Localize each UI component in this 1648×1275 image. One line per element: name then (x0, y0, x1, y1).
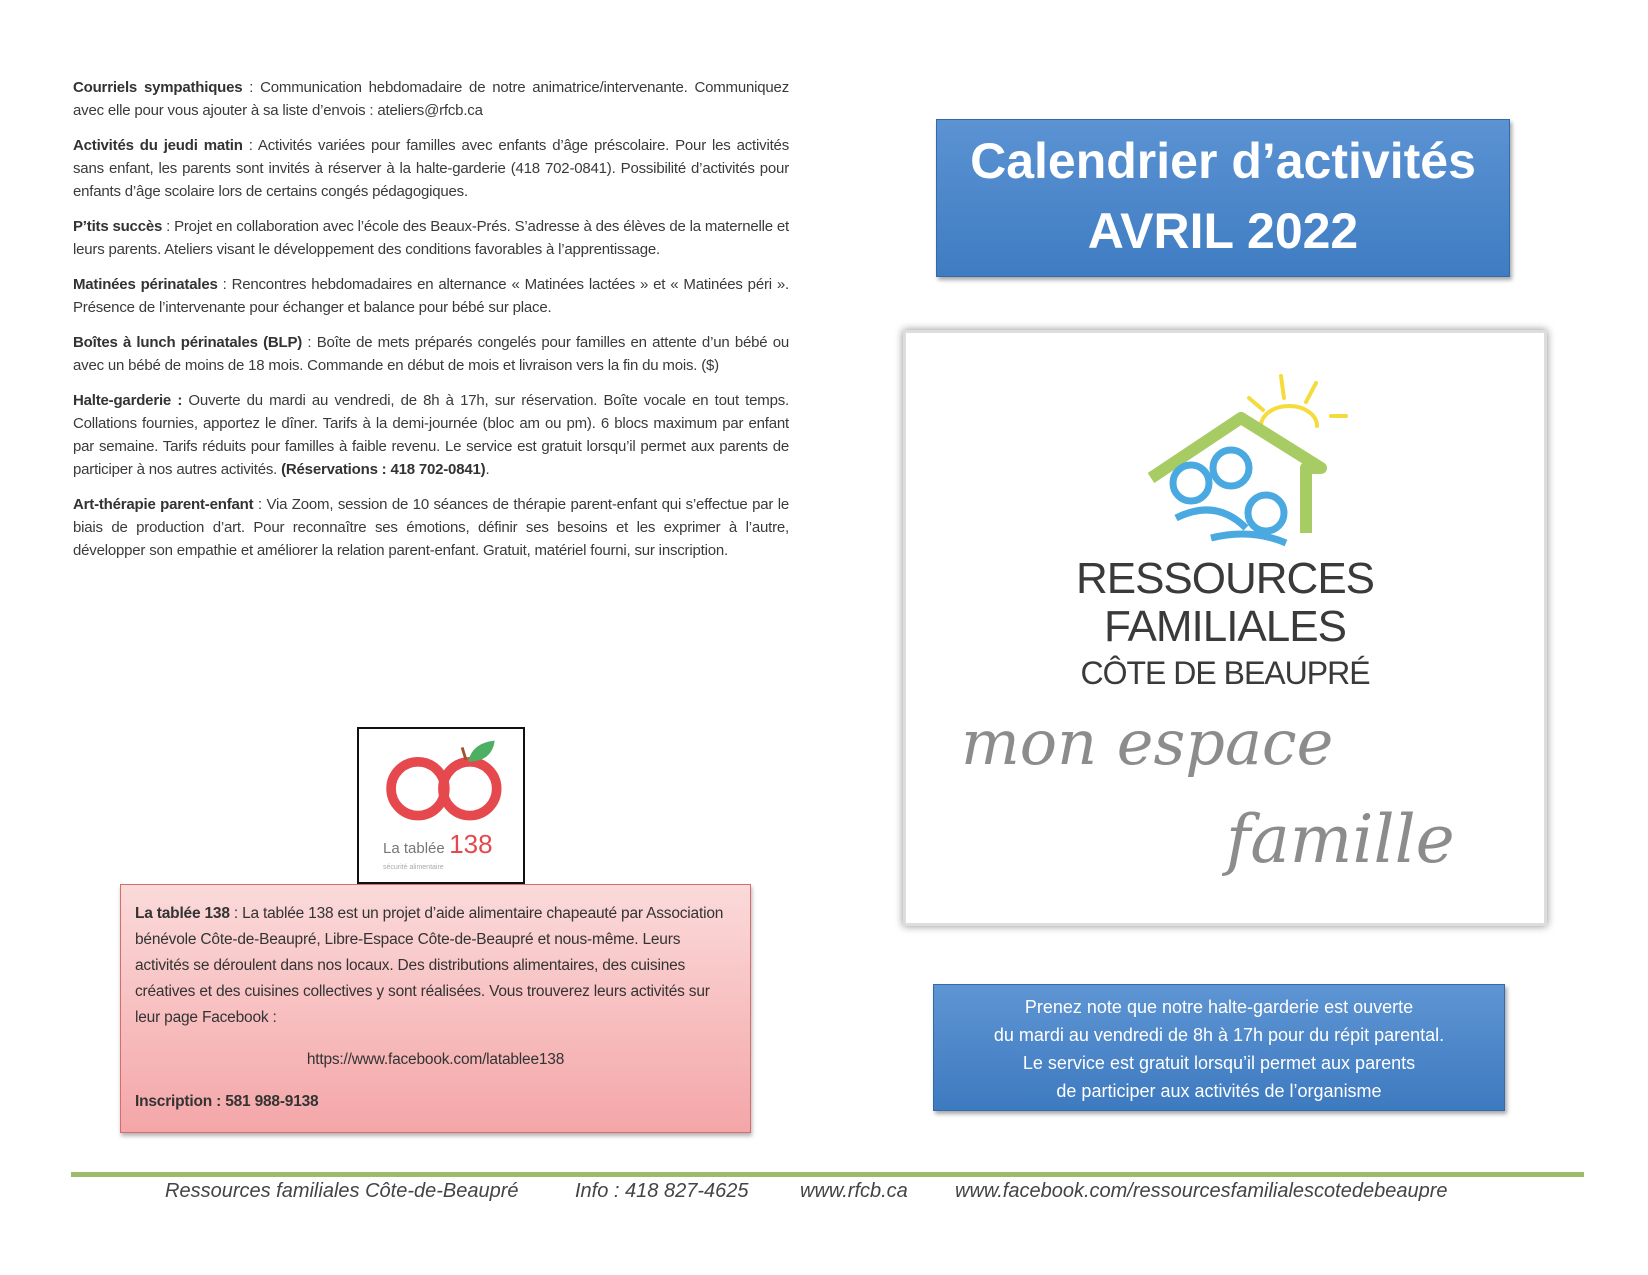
script-mon-espace: mon espace (961, 706, 1334, 779)
notice-line: de participer aux activités de l’organisme (1056, 1081, 1382, 1101)
section-jeudi-matin: Activités du jeudi matin : Activités variées pour familles avec enfants d’âge préscolaire. Pour les activités sans enfant, les parents sont invités à réserver à la halte-garderie (418 702-0841). Possibilité d’activités pour enfants d’âge scolaire lors de certains congés pédagogiques. (73, 137, 789, 200)
tablee-138-logo (357, 727, 525, 884)
notice-line: Prenez note que notre halte-garderie est ouverte (1024, 997, 1414, 1017)
section-halte-garderie: Halte-garderie : Ouverte du mardi au vendredi, de 8h à 17h, sur réservation. Boîte vocale en tout temps. Collations fournies, apportez le dîner. Tarifs à la demi-journée (bloc am ou pm). 6 blocs maximum par enfant par semaine. Tarifs réduits pour familles à faible revenu. Le service est gratuit lorsqu’il permet aux parents de participer à nos autres activités. (Réservations : 418 702-0841). (73, 392, 789, 478)
footer-divider (71, 1172, 1584, 1177)
activities-descriptions (73, 76, 789, 574)
tablee-info-box: La tablée 138 : La tablée 138 est un projet d’aide alimentaire chapeauté par Association bénévole Côte-de-Beaupré, Libre-Espace Côte-de-Beaupré et nous-même. Leurs activités se déroulent dans nos locaux. Des distributions alimentaires, des cuisines créatives et des cuisines collectives y sont réalisées. Vous trouverez leurs activités sur leur page Facebook : https://www.facebook.com/latablee138 Inscription : 581 988-9138 (120, 884, 751, 1133)
title-line1: Calendrier d’activités (970, 133, 1476, 189)
tablee-facebook-link[interactable]: https://www.facebook.com/latablee138 (306, 1051, 565, 1068)
script-famille: famille (1226, 801, 1455, 878)
footer-facebook[interactable]: www.facebook.com/ressourcesfamilialescotedebeaupre (955, 1180, 1448, 1202)
tablee-logo-tagline: sécurité alimentaire (383, 864, 444, 871)
notice-line: Le service est gratuit lorsqu’il permet aux parents (1022, 1053, 1416, 1073)
title-month: AVRIL 2022 (1087, 203, 1359, 259)
halte-garderie-notice (933, 984, 1505, 1111)
tablee-logo-number: 138 (449, 829, 493, 859)
org-name-line3: CÔTE DE BEAUPRÉ (1080, 655, 1370, 691)
notice-line: du mardi au vendredi de 8h à 17h pour du répit parental. (993, 1025, 1445, 1045)
tablee-logo-name: La tablée (383, 840, 445, 857)
section-ptits-succes: P’tits succès : Projet en collaboration avec l’école des Beaux-Prés. S’adresse à des élèves de la maternelle et leurs parents. Ateliers visant le développement des conditions favorables à l’apprentissage. (73, 218, 789, 258)
tablee-inscription: Inscription : 581 988-9138 (135, 1093, 319, 1110)
section-matinees: Matinées périnatales : Rencontres hebdomadaires en alternance « Matinées lactées » et « Matinées péri ». Présence de l’intervenante pour échanger et balance pour bébé sur place. (73, 276, 790, 316)
org-name-line1: RESSOURCES (1075, 554, 1375, 603)
org-name-line2: FAMILIALES (1104, 602, 1346, 651)
calendar-title-banner (936, 119, 1510, 277)
footer-org: Ressources familiales Côte-de-Beaupré (165, 1180, 519, 1202)
section-blp: Boîtes à lunch périnatales (BLP) : Boîte de mets préparés congelés pour familles en attente d’un bébé ou avec un bébé de moins de 18 mois. Commande en début de mois et livraison vers la fin du mois. ($) (73, 334, 789, 374)
apple-infinity-icon (359, 733, 523, 829)
org-logo (903, 330, 1547, 926)
section-art-therapie: Art-thérapie parent-enfant : Via Zoom, session de 10 séances de thérapie parent-enfant qui s’effectue par le biais de production d’art. Pour reconnaître ses émotions, définir ses besoins et les exprimer à l’autre, développer son empathie et améliorer la relation parent-enfant. Gratuit, matériel fourni, sur inscription. (73, 496, 789, 559)
footer-phone: Info : 418 827-4625 (575, 1180, 749, 1202)
section-courriels: Courriels sympathiques : Communication hebdomadaire de notre animatrice/intervenante. Communiquez avec elle pour vous ajouter à sa liste d’envois : ateliers@rfcb.ca (73, 79, 789, 119)
house-family-sun-icon (1131, 368, 1351, 558)
footer-website[interactable]: www.rfcb.ca (800, 1180, 908, 1202)
